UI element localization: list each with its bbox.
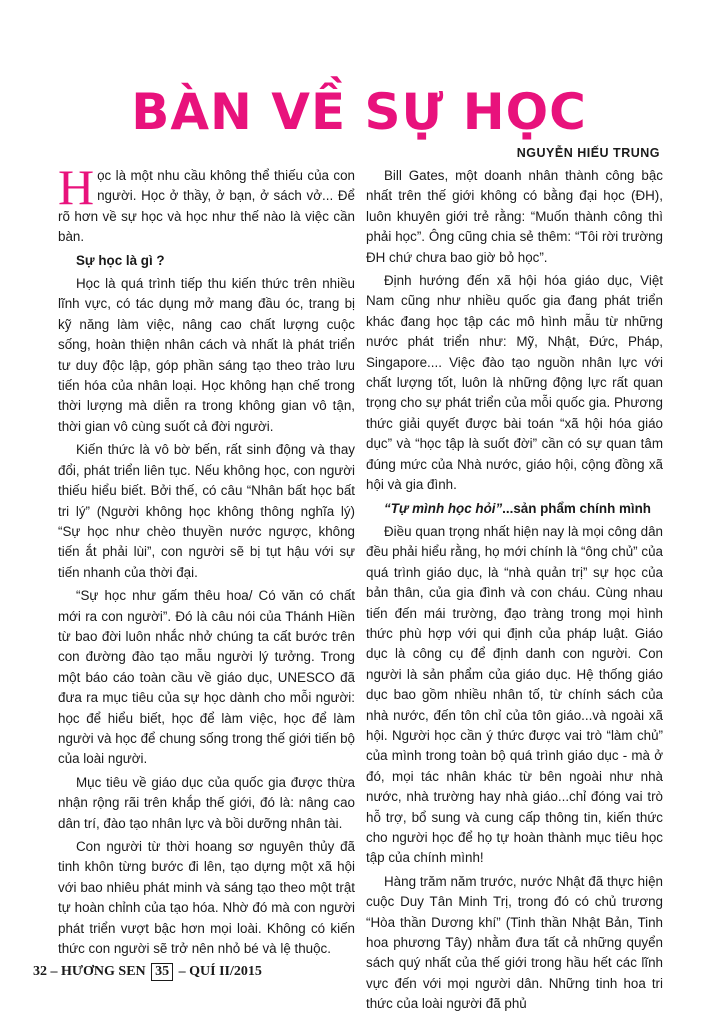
paragraph: Định hướng đến xã hội hóa giáo dục, Việt Nam cũng như nhiều quốc gia đang phát triển khác đang học tập các mô hình mẫu từ những nước phát triển như: Mỹ, Nhật, Đức, Pháp, Singapore.... Việc đào tạo nguồn nhân lực với chất lượng tốt, luôn là những động lực rất quan trọng cho sự phát triển của mỗi quốc gia. Phương thức giải quyết được bài toán “xã hội hóa giáo dục” và “học tập là suốt đời” cần có sự quan tâm đúng mức của Nhà nước, giáo hội, cộng đồng xã hội và gia đình.: [366, 273, 663, 493]
article-title: BÀN VỀ SỰ HỌC: [131, 83, 587, 141]
page-footer: 32 – HƯƠNG SEN 35 – QUÍ II/2015: [33, 964, 262, 979]
paragraph: Học là quá trình tiếp thu kiến thức trên nhiều lĩnh vực, có tác dụng mở mang đầu óc, trang bị kỹ năng làm việc, nâng cao chất lượng cuộc sống, hoàn thiện nhân cách và nhất là phát triển tư duy độc lập, góp phần sáng tạo theo trào lưu tiến hóa của nhân loại. Học không hạn chế trong thời lượng mà diễn ra trong không gian vô tận, thời gian vô cùng suốt cả đời người.: [58, 276, 355, 434]
paragraph: “Sự học như gấm thêu hoa/ Có văn có chất mới ra con người”. Đó là câu nói của Thánh Hiền từ bao đời luôn nhắc nhở chúng ta cất bước trên con đường đào tạo mẫu người lý tưởng. Trong một báo cáo toàn cầu về giáo dục, UNESCO đã đưa ra mục tiêu của sự học dành cho mỗi người: học để hiểu biết, học để làm việc, học để làm người và học để chung sống trong thế giới tiến bộ của loài người.: [58, 588, 355, 767]
paragraph: Bill Gates, một doanh nhân thành công bậc nhất trên thế giới không có bằng đại học (ĐH), luôn khuyên giới trẻ rằng: “Muốn thành công thì phải học”. Ông cũng chia sẻ thêm: “Tôi rời trường ĐH chứ chưa bao giờ bỏ học”.: [366, 168, 663, 265]
paragraph: Mục tiêu về giáo dục của quốc gia được thừa nhận rộng rãi trên khắp thế giới, đó là: nâng cao dân trí, đào tạo nhân lực và bồi dưỡng nhân tài.: [58, 774, 355, 831]
paragraph: Con người từ thời hoang sơ nguyên thủy đã tinh khôn từng bước đi lên, tạo dựng một xã hội với bao nhiêu phát minh và sáng tạo theo một trật tự hoàn chỉnh của tạo hóa. Nhờ đó mà con người phát triển vượt bậc hơn mọi loài. Không có kiến thức con người sẽ trở nên nhỏ bé và lệ thuộc.: [58, 839, 355, 957]
paragraph: Kiến thức là vô bờ bến, rất sinh động và thay đổi, phát triển liên tục. Nếu không học, con người thiếu hiểu biết. Bởi thế, có câu “Nhân bất học bất tri lý” (Người không học không thông nghĩa lý) “Sự học như chèo thuyền nước ngược, không tiến ắt phải lùi”, con người sẽ bị tụt hậu với sự tiến nhanh của thời đại.: [58, 442, 355, 580]
magazine-name: HƯƠNG SEN: [61, 964, 146, 979]
paragraph: Điều quan trọng nhất hiện nay là mọi công dân đều phải hiểu rằng, họ mới chính là “ông chủ” của quá trình giáo dục, là “nhà quản trị” sự học của bản thân, của gia đình và con cháu. Cùng nhau tiến đến mái trường, đạo tràng trong mọi hình thức phù hợp với qui định của pháp luật. Giáo dục là công cụ để định danh con người. Con người là sản phẩm của giáo dục. Hệ thống giáo dục bao gồm nhiều nhân tố, từ chính sách của nhà nước, đến tôn chỉ của tôn giáo...và ngoài xã hội. Người học cần ý thức được vai trò “làm chủ” của mình trong toàn bộ quá trình giáo dục - mà ở đó, mọi tác nhân khác từ bên ngoài như nhà nước, nhà trường hay nhà giáo...chỉ đóng vai trò hỗ trợ, bổ sung và cung cấp thông tin, kiến thức cho người học để họ tự hoàn thành mục tiêu học tập của chính mình!: [366, 523, 663, 866]
author-name: NGUYỄN HIẾU TRUNG: [516, 146, 660, 160]
drop-cap: H: [58, 159, 95, 215]
left-column: [58, 159, 355, 962]
page-number: 32: [33, 964, 47, 979]
intro-paragraph: Học là một nhu cầu không thể thiếu của con người. Học ở thầy, ở bạn, ở sách vở... Để rõ hơn về sự học và học như thế nào là việc cần bàn.: [58, 159, 355, 245]
section-heading-self-learning: “Tự mình học hỏi”...sản phẩm chính mình: [384, 500, 651, 516]
paragraph: Hàng trăm năm trước, nước Nhật đã thực hiện cuộc Duy Tân Minh Trị, trong đó có chủ trương “Hòa thần Dương khí” (Tinh thần Nhật Bản, Tinh hoa phương Tây) nhằm đưa tất cả những quyển sách quý nhất của thế giới trong hầu hết các lĩnh vực đến với mọi người dân. Những tinh hoa tri thức của loài người đã phủ: [366, 873, 663, 1012]
issue-number: 35: [151, 963, 173, 981]
right-column: [366, 166, 663, 1018]
section-heading-what-is-learning: Sự học là gì ?: [76, 252, 165, 268]
issue-period: QUÍ II/2015: [189, 964, 262, 979]
